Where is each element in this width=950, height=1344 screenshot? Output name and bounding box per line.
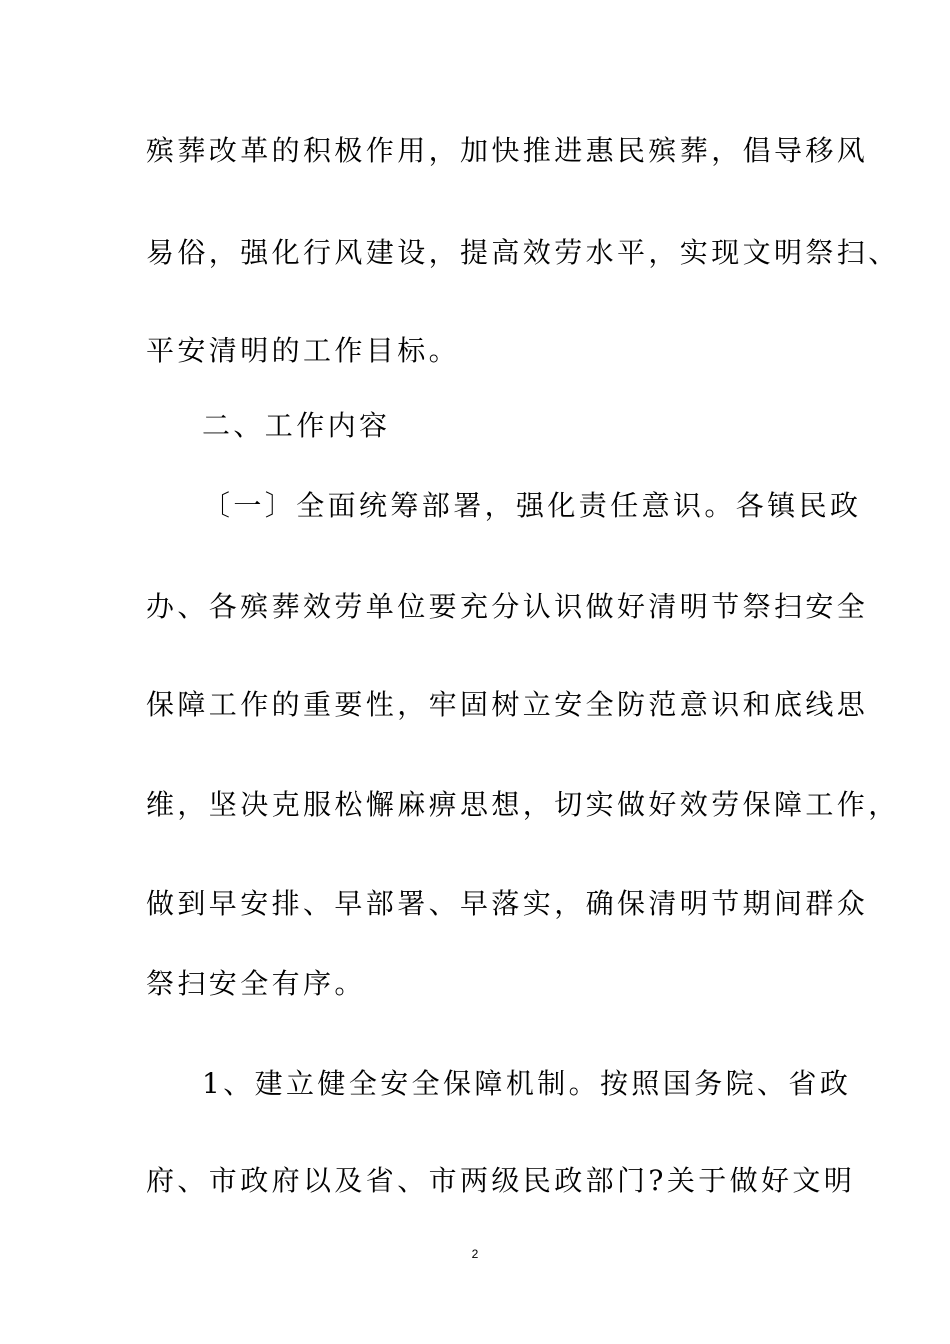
text-line-8: 维，坚决克服松懈麻痹思想，切实做好效劳保障工作， bbox=[146, 788, 900, 821]
text-line-6: 办、各殡葬效劳单位要充分认识做好清明节祭扫安全 bbox=[146, 590, 869, 623]
text-line-9: 做到早安排、早部署、早落实，确保清明节期间群众 bbox=[146, 887, 869, 920]
text-line-3: 平安清明的工作目标。 bbox=[146, 334, 461, 367]
text-line-7: 保障工作的重要性，牢固树立安全防范意识和底线思 bbox=[146, 688, 869, 721]
text-line-1: 殡葬改革的积极作用，加快推进惠民殡葬，倡导移风 bbox=[146, 134, 869, 167]
page-number: 2 bbox=[471, 1247, 479, 1261]
section-heading: 二、工作内容 bbox=[202, 409, 391, 442]
subsection-heading-line: 〔一〕全面统筹部署，强化责任意识。各镇民政 bbox=[202, 489, 862, 522]
text-line-10: 祭扫安全有序。 bbox=[146, 967, 366, 1000]
numbered-item-line: 1、建立健全安全保障机制。按照国务院、省政 bbox=[202, 1067, 852, 1100]
text-line-12: 府、市政府以及省、市两级民政部门?关于做好文明 bbox=[146, 1164, 856, 1197]
text-line-2: 易俗，强化行风建设，提高效劳水平，实现文明祭扫、 bbox=[146, 236, 900, 269]
